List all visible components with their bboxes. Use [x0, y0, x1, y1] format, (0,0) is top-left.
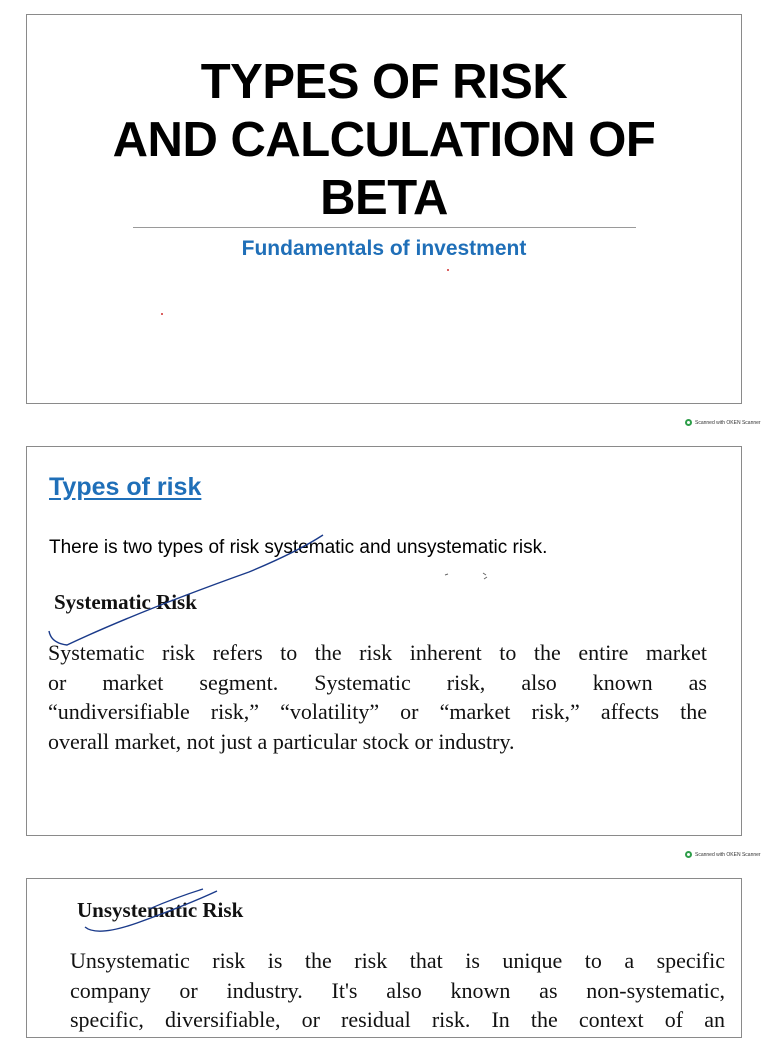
systematic-risk-paragraph [48, 638, 707, 756]
scanner-label: Scanned with OKEN Scanner [695, 419, 761, 426]
scanner-logo-icon [685, 419, 692, 426]
scanner-logo-icon [685, 851, 692, 858]
section-heading: Types of risk [49, 473, 202, 501]
unsystematic-risk-paragraph [70, 946, 725, 1035]
stray-mark [447, 269, 449, 271]
title-slide [26, 14, 742, 404]
scanner-watermark [685, 851, 761, 858]
paragraph-line: or market segment. Systematic risk, also known as [48, 669, 707, 695]
paragraph-line: overall market, not just a particular stock or industry. [48, 728, 515, 754]
title-divider [133, 227, 636, 228]
slide-title [27, 53, 741, 227]
paragraph-line: Systematic risk refers to the risk inherent to the entire market [48, 640, 707, 665]
unsystematic-risk-slide [26, 878, 742, 1038]
intro-text: There is two types of risk systematic and unsystematic risk. [49, 537, 548, 558]
slide-subtitle: Fundamentals of investment [241, 237, 527, 260]
title-line: BETA [320, 171, 448, 225]
systematic-risk-heading: Systematic Risk [54, 590, 197, 614]
title-line: TYPES OF RISK [200, 55, 568, 109]
scanner-label: Scanned with OKEN Scanner [695, 851, 761, 858]
paragraph-line: “undiversifiable risk,” “volatility” or “market risk,” affects the [48, 699, 707, 724]
stray-mark [161, 313, 163, 315]
paragraph-line: company or industry. It's also known as non-systematic, [70, 977, 725, 1003]
title-line: AND CALCULATION OF [112, 113, 656, 167]
paragraph-line: specific, diversifiable, or residual risk. In the context of an [70, 1007, 725, 1032]
types-of-risk-slide [26, 446, 742, 836]
paragraph-line: Unsystematic risk is the risk that is unique to a specific [70, 948, 725, 973]
unsystematic-risk-heading: Unsystematic Risk [77, 898, 244, 922]
scanner-watermark [685, 419, 761, 426]
